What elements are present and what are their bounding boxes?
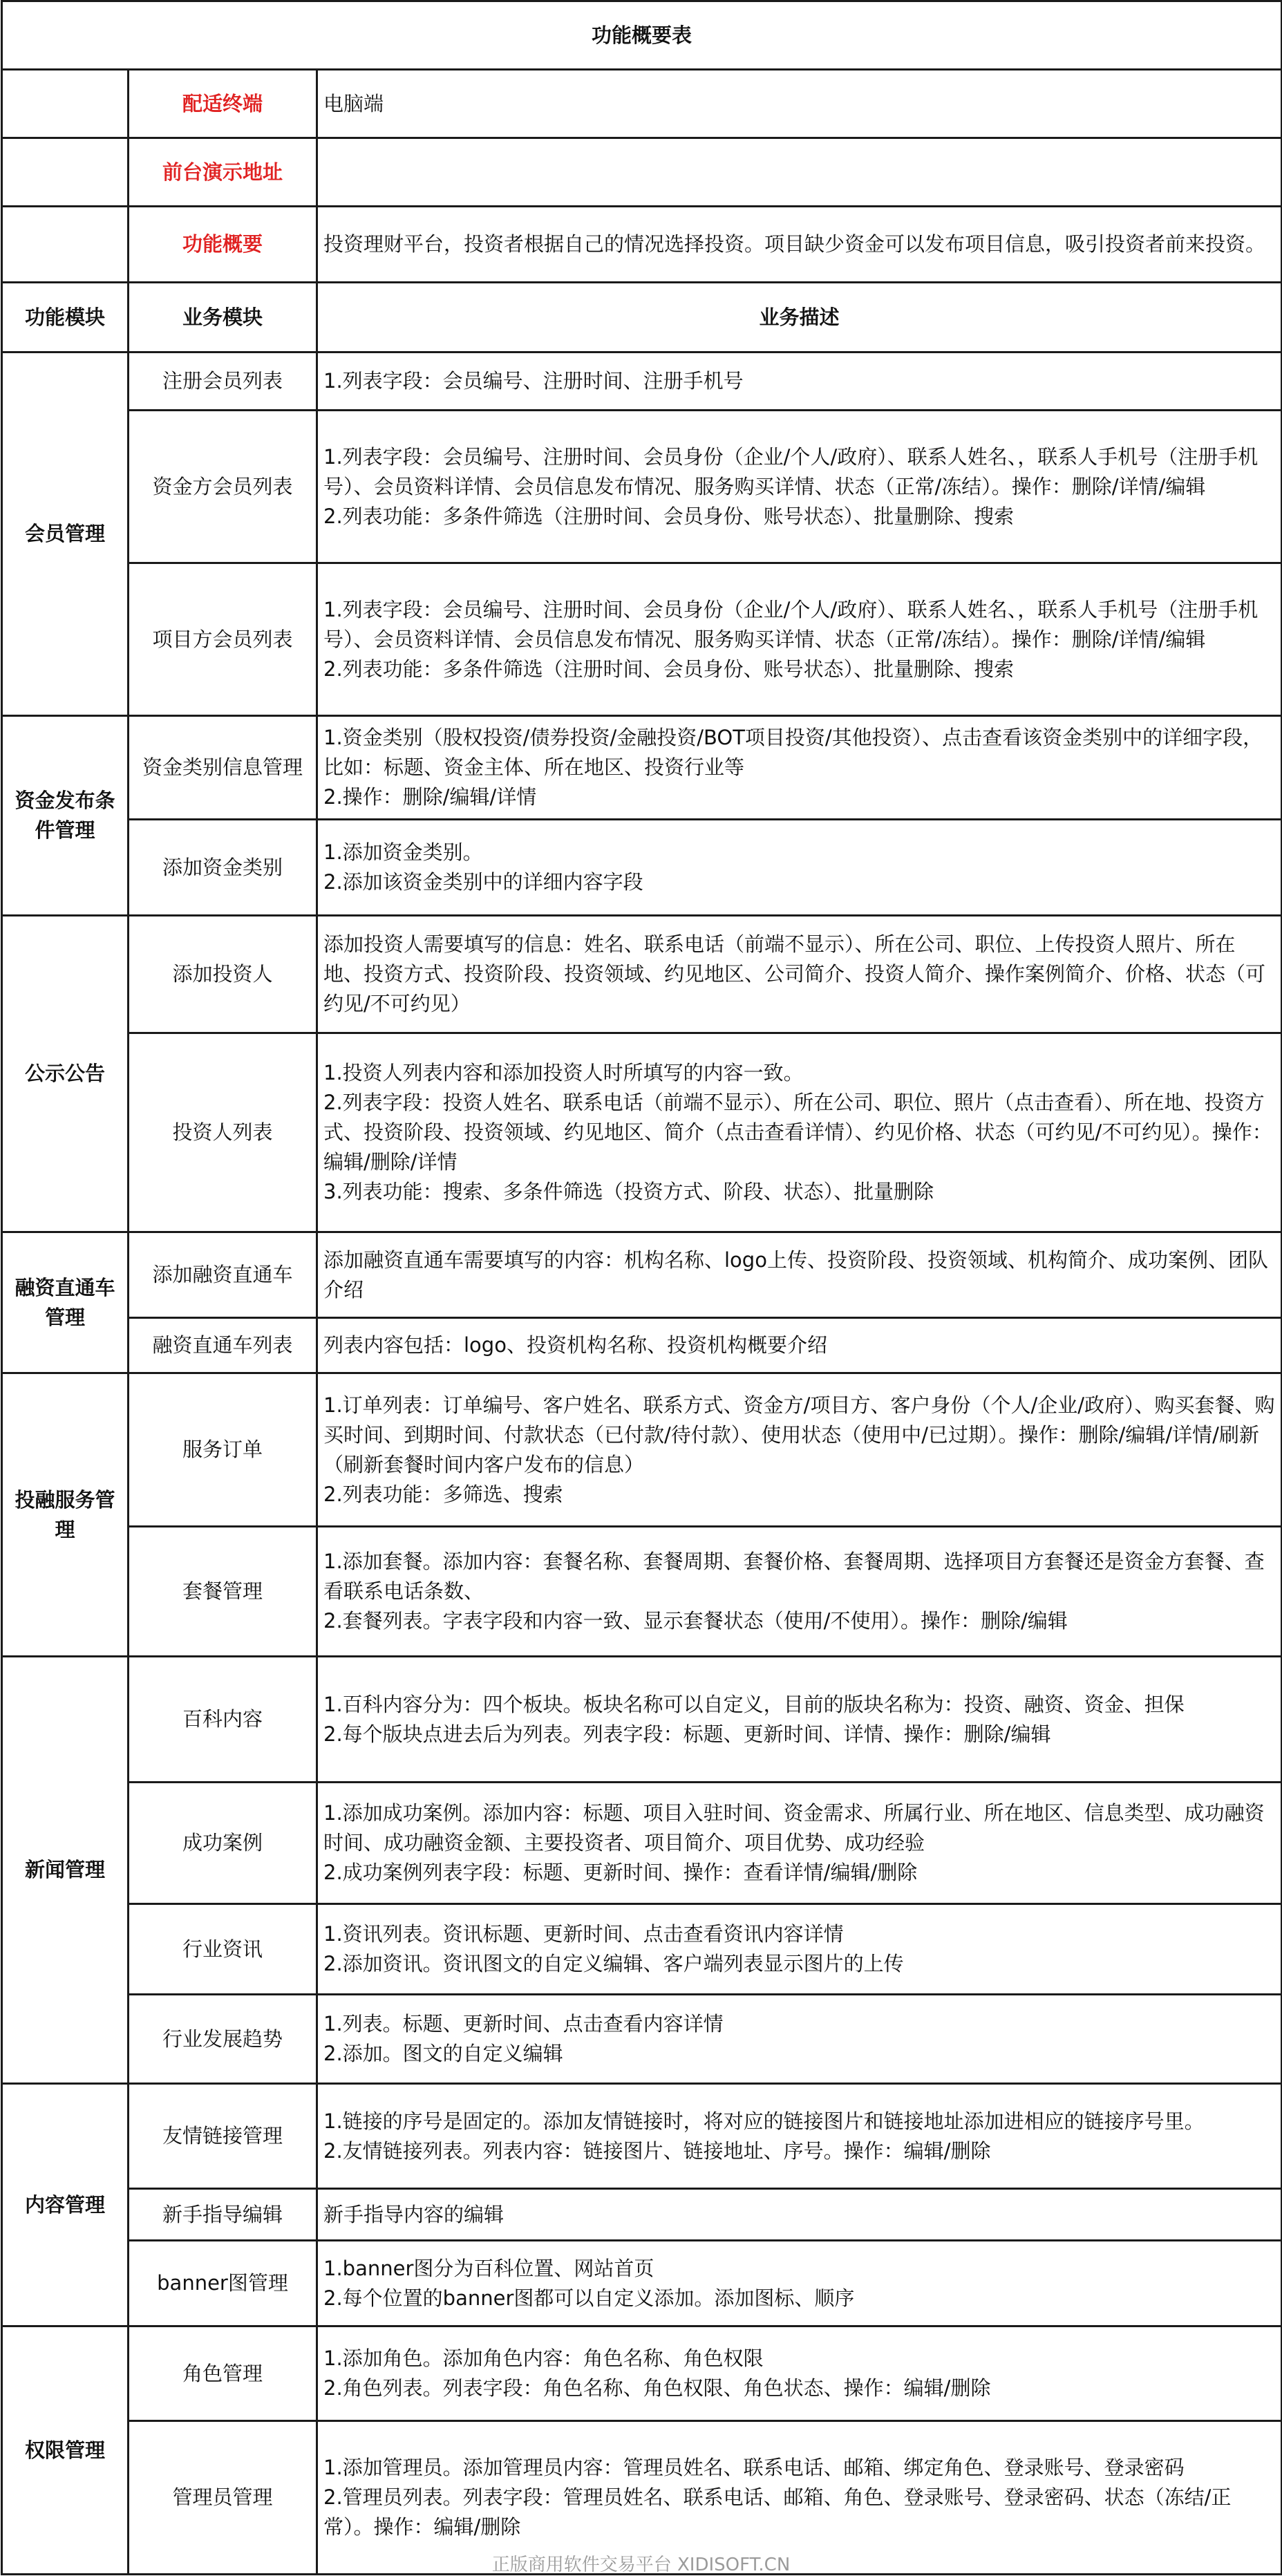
business-description: 1.列表字段：会员编号、注册时间、会员身份（企业/个人/政府）、联系人姓名、，联系人手机号（注册手机号）、会员资料详情、会员信息发布情况、服务购买详情、状态（正常/冻结）。操作：删除/详情/编辑 2.列表功能：多条件筛选（注册时间、会员身份、账号状态）、批量删除、搜索	[317, 411, 1282, 563]
business-module: 行业发展趋势	[129, 1995, 317, 2084]
header-description: 业务描述	[317, 283, 1282, 352]
table-row	[2, 1995, 1282, 2084]
table-row	[2, 1318, 1282, 1373]
info-value: 投资理财平台，投资者根据自己的情况选择投资。项目缺少资金可以发布项目信息，吸引投资者前来投资。	[317, 207, 1282, 283]
feature-summary-table	[1, 0, 1282, 2575]
table-row	[2, 2189, 1282, 2241]
business-module: 项目方会员列表	[129, 563, 317, 716]
watermark-text: 正版商用软件交易平台 XIDISOFT.CN	[491, 2555, 791, 2575]
business-module: 资金类别信息管理	[129, 716, 317, 820]
business-description: 1.添加资金类别。 2.添加该资金类别中的详细内容字段	[317, 820, 1282, 916]
info-row	[2, 138, 1282, 207]
empty-cell	[2, 207, 129, 283]
module-name: 公示公告	[2, 916, 129, 1232]
empty-cell	[2, 70, 129, 138]
table-row	[2, 1783, 1282, 1904]
module-name: 权限管理	[2, 2326, 129, 2575]
business-description: 1.订单列表：订单编号、客户姓名、联系方式、资金方/项目方、客户身份（个人/企业/政府）、购买套餐、购买时间、到期时间、付款状态（已付款/待付款）、使用状态（使用中/已过期）。操作：删除/编辑/详情/刷新（刷新套餐时间内客户发布的信息） 2.列表功能：多筛选、搜索	[317, 1373, 1282, 1527]
business-module: banner图管理	[129, 2241, 317, 2326]
business-module: 资金方会员列表	[129, 411, 317, 563]
business-description: 新手指导内容的编辑	[317, 2189, 1282, 2241]
business-module: 投资人列表	[129, 1033, 317, 1232]
module-name: 新闻管理	[2, 1657, 129, 2084]
business-description: 1.添加成功案例。添加内容：标题、项目入驻时间、资金需求、所属行业、所在地区、信息类型、成功融资时间、成功融资金额、主要投资者、项目简介、项目优势、成功经验 2.成功案例列表字段：标题、更新时间、操作：查看详情/编辑/删除	[317, 1783, 1282, 1904]
business-description: 1.资讯列表。资讯标题、更新时间、点击查看资讯内容详情 2.添加资讯。资讯图文的自定义编辑、客户端列表显示图片的上传	[317, 1904, 1282, 1995]
info-label: 前台演示地址	[129, 138, 317, 207]
table-row	[2, 411, 1282, 563]
business-description: 1.链接的序号是固定的。添加友情链接时，将对应的链接图片和链接地址添加进相应的链接序号里。 2.友情链接列表。列表内容：链接图片、链接地址、序号。操作：编辑/删除	[317, 2084, 1282, 2189]
header-business: 业务模块	[129, 283, 317, 352]
info-row	[2, 207, 1282, 283]
empty-cell	[2, 138, 129, 207]
business-module: 行业资讯	[129, 1904, 317, 1995]
header-row	[2, 283, 1282, 352]
table-row	[2, 1033, 1282, 1232]
header-module: 功能模块	[2, 283, 129, 352]
business-module: 套餐管理	[129, 1527, 317, 1657]
business-description: 添加投资人需要填写的信息：姓名、联系电话（前端不显示）、所在公司、职位、上传投资人照片、所在地、投资方式、投资阶段、投资领域、约见地区、公司简介、投资人简介、操作案例简介、价格、状态（可约见/不可约见）	[317, 916, 1282, 1033]
business-module: 服务订单	[129, 1373, 317, 1527]
module-name: 内容管理	[2, 2084, 129, 2326]
business-description: 1.添加角色。添加角色内容：角色名称、角色权限 2.角色列表。列表字段：角色名称、角色权限、角色状态、操作：编辑/删除	[317, 2326, 1282, 2421]
business-description: 1.资金类别（股权投资/债券投资/金融投资/BOT项目投资/其他投资）、点击查看该资金类别中的详细字段，比如：标题、资金主体、所在地区、投资行业等 2.操作：删除/编辑/详情	[317, 716, 1282, 820]
business-module: 新手指导编辑	[129, 2189, 317, 2241]
table-row	[2, 2084, 1282, 2189]
business-module: 管理员管理	[129, 2421, 317, 2575]
module-name: 投融服务管理	[2, 1373, 129, 1657]
business-description: 添加融资直通车需要填写的内容：机构名称、logo上传、投资阶段、投资领域、机构简介、成功案例、团队介绍	[317, 1232, 1282, 1318]
table-row	[2, 2326, 1282, 2421]
business-description: 列表内容包括：logo、投资机构名称、投资机构概要介绍	[317, 1318, 1282, 1373]
table-row	[2, 563, 1282, 716]
business-description: 1.列表。标题、更新时间、点击查看内容详情 2.添加。图文的自定义编辑	[317, 1995, 1282, 2084]
business-module: 融资直通车列表	[129, 1318, 317, 1373]
business-description: 1.添加管理员。添加管理员内容：管理员姓名、联系电话、邮箱、绑定角色、登录账号、登录密码 2.管理员列表。列表字段：管理员姓名、联系电话、邮箱、角色、登录账号、登录密码、状态（冻结/正常）。操作：编辑/删除	[317, 2421, 1282, 2575]
info-value	[317, 138, 1282, 207]
business-module: 角色管理	[129, 2326, 317, 2421]
table-row	[2, 820, 1282, 916]
info-row	[2, 70, 1282, 138]
table-row	[2, 1904, 1282, 1995]
business-description: 1.百科内容分为：四个板块。板块名称可以自定义，目前的版块名称为：投资、融资、资金、担保 2.每个版块点进去后为列表。列表字段：标题、更新时间、详情、操作：删除/编辑	[317, 1657, 1282, 1783]
table-row	[2, 1527, 1282, 1657]
business-description: 1.投资人列表内容和添加投资人时所填写的内容一致。 2.列表字段：投资人姓名、联系电话（前端不显示）、所在公司、职位、照片（点击查看）、所在地、投资方式、投资阶段、投资领域、约见地区、简介（点击查看详情）、约见价格、状态（可约见/不可约见）。操作：编辑/删除/详情 3.列表功能：搜索、多条件筛选（投资方式、阶段、状态）、批量删除	[317, 1033, 1282, 1232]
business-description: 1.列表字段：会员编号、注册时间、会员身份（企业/个人/政府）、联系人姓名、，联系人手机号（注册手机号）、会员资料详情、会员信息发布情况、服务购买详情、状态（正常/冻结）。操作：删除/详情/编辑 2.列表功能：多条件筛选（注册时间、会员身份、账号状态）、批量删除、搜索	[317, 563, 1282, 716]
business-module: 添加资金类别	[129, 820, 317, 916]
module-name: 会员管理	[2, 352, 129, 716]
business-module: 成功案例	[129, 1783, 317, 1904]
business-description: 1.列表字段：会员编号、注册时间、注册手机号	[317, 352, 1282, 411]
module-name: 融资直通车管理	[2, 1232, 129, 1373]
info-value: 电脑端	[317, 70, 1282, 138]
table-row	[2, 1373, 1282, 1527]
info-label: 功能概要	[129, 207, 317, 283]
title-row	[2, 1, 1282, 70]
business-module: 百科内容	[129, 1657, 317, 1783]
info-label: 配适终端	[129, 70, 317, 138]
business-description: 1.添加套餐。添加内容：套餐名称、套餐周期、套餐价格、套餐周期、选择项目方套餐还是资金方套餐、查看联系电话条数、 2.套餐列表。字表字段和内容一致、显示套餐状态（使用/不使用）。操作：删除/编辑	[317, 1527, 1282, 1657]
table-row	[2, 1657, 1282, 1783]
table-row	[2, 2241, 1282, 2326]
table-row	[2, 716, 1282, 820]
business-module: 添加投资人	[129, 916, 317, 1033]
table-row	[2, 352, 1282, 411]
table-row	[2, 916, 1282, 1033]
business-module: 添加融资直通车	[129, 1232, 317, 1318]
business-module: 友情链接管理	[129, 2084, 317, 2189]
table-title: 功能概要表	[2, 1, 1282, 70]
table-row	[2, 1232, 1282, 1318]
business-module: 注册会员列表	[129, 352, 317, 411]
module-name: 资金发布条件管理	[2, 716, 129, 916]
business-description: 1.banner图分为百科位置、网站首页 2.每个位置的banner图都可以自定义添加。添加图标、顺序	[317, 2241, 1282, 2326]
